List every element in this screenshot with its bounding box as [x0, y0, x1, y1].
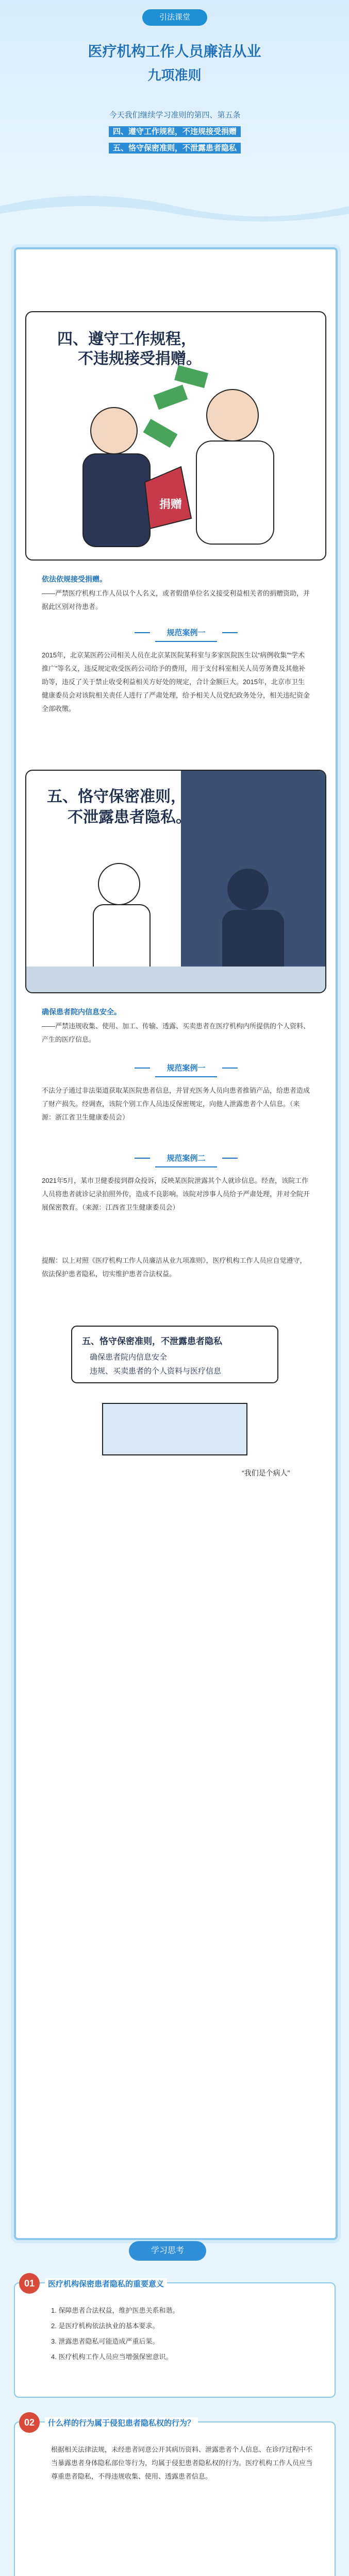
donation-illustration — [26, 312, 325, 560]
q1-line: 3. 泄露患者隐私可能造成严重后果。 — [51, 2337, 159, 2345]
question-2-title: 什么样的行为属于侵犯患者隐私权的行为？ — [45, 2417, 198, 2428]
case4-label: 规范案例一 — [155, 625, 217, 642]
rule4-title: 依法依规接受捐赠。 — [42, 575, 107, 583]
q1-line: 1. 保障患者合法权益，维护医患关系和谐。 — [51, 2307, 179, 2314]
illustration-section4 — [25, 311, 326, 561]
intro-item-5: 五、恪守保密准则，不泄露患者隐私 — [90, 140, 260, 157]
privacy-illustration — [26, 771, 325, 992]
money-note — [143, 419, 178, 448]
page-title-line1: 医疗机构工作人员廉洁从业 — [88, 43, 261, 59]
rule5-title: 确保患者院内信息安全。 — [42, 1008, 121, 1016]
businessman-head — [91, 408, 137, 454]
case5-1-text: 不法分子通过非法渠道获取某医院患者信息，并冒充医务人员向患者推销产品，给患者造成了财产损失。经调查，该院个别工作人员违反保密规定，向他人泄露患者个人信息。（来源：浙江省卫生健康委员会） — [42, 1087, 310, 1121]
question-1-title: 医疗机构保密患者隐私的重要意义 — [45, 2278, 167, 2289]
intro-line: 今天我们继续学习准则的第四、第五条 — [109, 111, 241, 120]
question-number: 02 — [19, 2412, 40, 2433]
q1-line: 4. 医疗机构工作人员应当增强保密意识。 — [51, 2353, 173, 2361]
bag-label: 捐赠 — [159, 498, 182, 511]
rule5-text: ——严禁违规收集、使用、加工、传输、透露、买卖患者在医疗机构内所提供的个人资料、产生的医疗信息。 — [42, 1022, 310, 1043]
panel-title: 五、恪守保密准则，不泄露患者隐私 — [82, 1336, 222, 1346]
column-pill: 引法课堂 — [142, 9, 207, 26]
speech-text: “我们是个病人” — [242, 1469, 290, 1477]
case5-1-label: 规范案例一 — [155, 1061, 217, 1077]
doctor-head — [98, 863, 140, 905]
intro — [90, 107, 260, 157]
businessman-suit — [83, 454, 150, 547]
content-card — [14, 247, 338, 2240]
desk — [26, 967, 325, 992]
doctor-coat — [196, 441, 274, 544]
banner5-line2: 不泄露患者隐私。 — [68, 809, 191, 826]
banner-line2: 不违规接受捐赠。 — [78, 350, 202, 367]
intro-item-4: 四、遵守工作规程，不违规接受捐赠 — [90, 124, 260, 140]
doctor-head — [207, 389, 258, 441]
hero-header — [0, 0, 349, 242]
study-button: 学习思考 — [129, 2241, 206, 2261]
hospital-bed — [103, 1403, 247, 1455]
wave-decoration — [0, 185, 349, 227]
question-number: 01 — [19, 2273, 40, 2294]
money-note — [154, 385, 188, 410]
illustration-privacy-panel — [25, 1321, 324, 1491]
rule4-text: ——严禁医疗机构工作人员以个人名义，或者假借单位名义接受利益相关者的捐赠资助，并据此区别对待患者。 — [42, 589, 310, 611]
question-1 — [14, 2278, 336, 2398]
case4-text: 2015年，北京某医药公司相关人员在北京某医院某科室与多家医院医生以“病例收集”“学术推广”等名义，违反规定收受医药公司给予的费用，用于支付科室相关人员劳务费及其他补助等，违反了关于禁止收受利益相关方好处的规定，合计金额巨大。2015年，北京市卫生健康委员会对该院相关责任人进行了严肃处理，给予相关人员党纪政务处分，相关违纪资金全部收缴。 — [42, 651, 310, 713]
q1-line: 2. 是医疗机构依法执业的基本要求。 — [51, 2322, 159, 2330]
patient-silhouette-head — [227, 869, 269, 910]
case5-2-text: 2021年5月，某市卫健委接到群众投诉，反映某医院泄露其个人就诊信息。经查，该院工作人员将患者就诊记录拍照外传，造成不良影响。该院对涉事人员给予严肃处理，并对全院开展保密教育。（来源：江西省卫生健康委员会） — [42, 1177, 310, 1211]
question-2 — [14, 2417, 336, 2576]
panel-bullet1: 确保患者院内信息安全 — [90, 1353, 168, 1362]
case5-2-label: 规范案例二 — [155, 1151, 217, 1167]
q2-text: 根据相关法律法规，未经患者同意公开其病历资料、泄露患者个人信息、在诊疗过程中不当暴露患者身体隐私部位等行为，均属于侵犯患者隐私权的行为。医疗机构工作人员应当尊重患者隐私，不得违规收集、使用、透露患者信息。 — [51, 2446, 313, 2480]
banner5-line1: 五、恪守保密准则， — [47, 788, 186, 805]
banner-line1: 四、遵守工作规程， — [57, 331, 196, 348]
page-title-line2: 九项准则 — [147, 67, 202, 83]
panel-bullet2: 违规、买卖患者的个人资料与医疗信息 — [90, 1367, 222, 1376]
privacy-panel — [25, 1321, 324, 1491]
case5-3-text: 提醒：以上对照《医疗机构工作人员廉洁从业九项准则》，医疗机构工作人员应自觉遵守，依法保护患者隐私，切实维护患者合法权益。 — [42, 1257, 307, 1278]
illustration-section5 — [25, 770, 326, 993]
